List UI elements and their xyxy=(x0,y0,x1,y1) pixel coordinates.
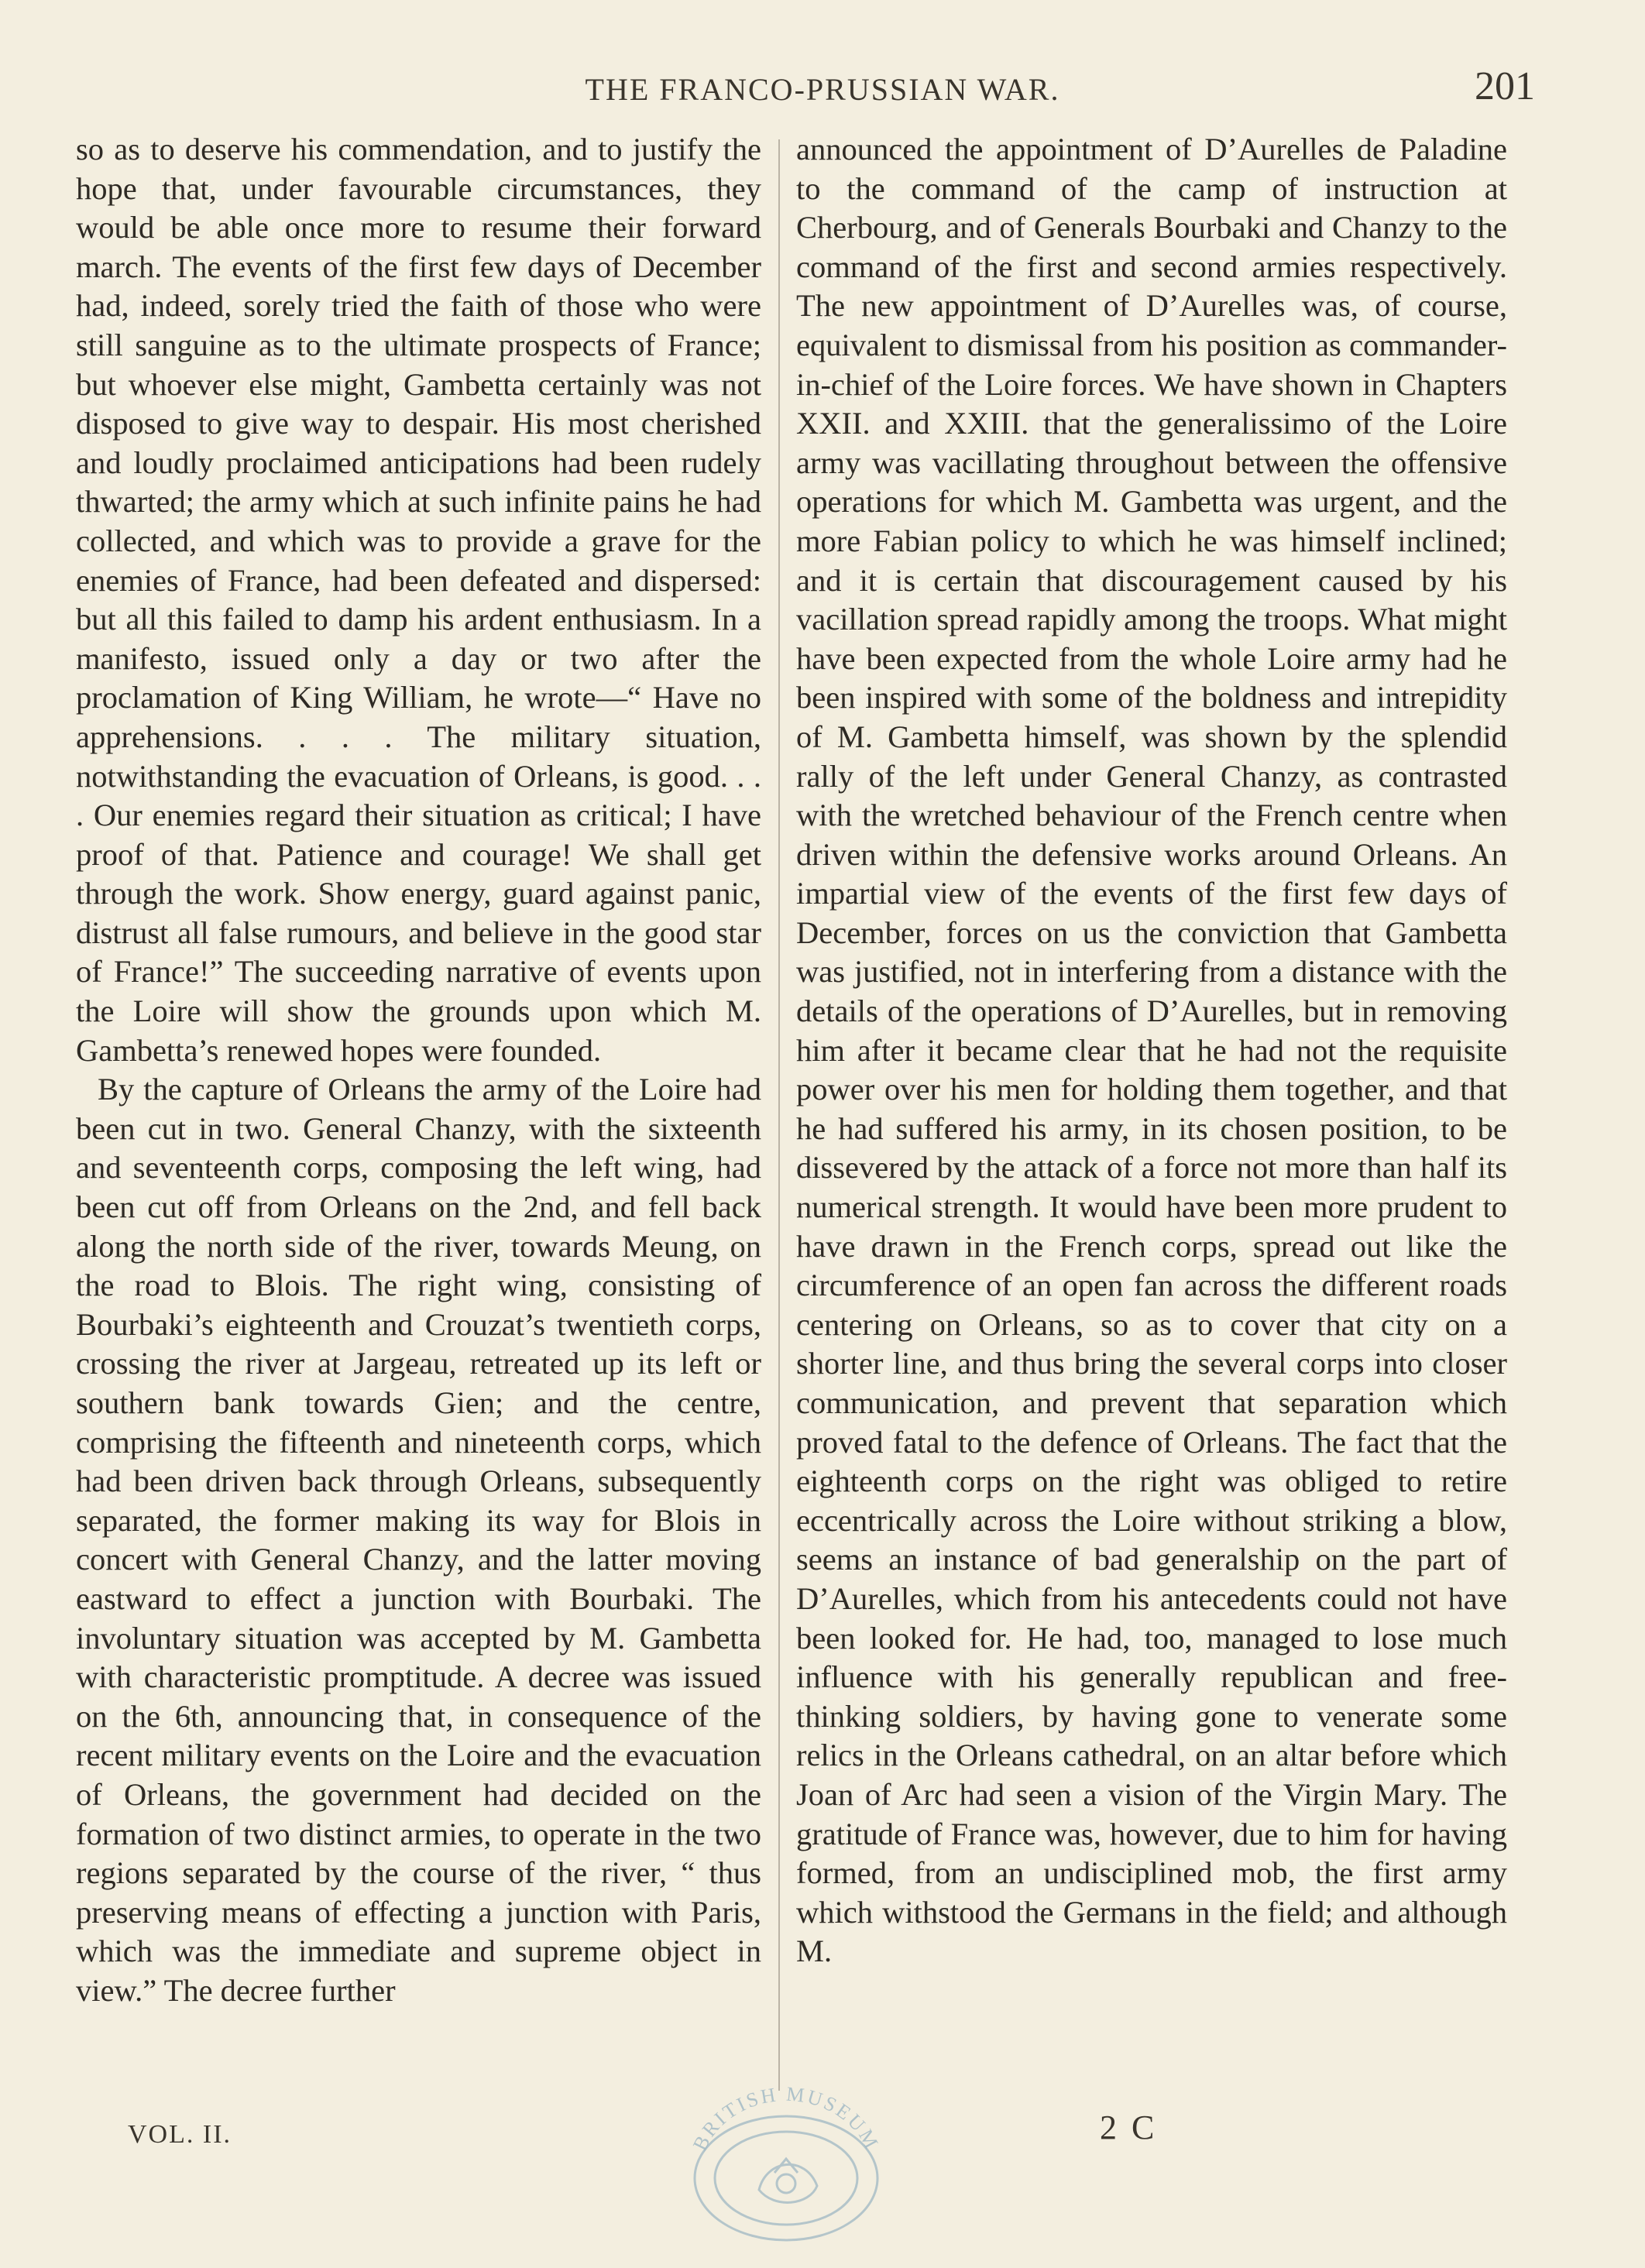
stamp-text: BRITISH MUSEUM xyxy=(688,2082,884,2154)
left-paragraph-1: so as to deserve his commendation, and to justify the hope that, under favourable circumstances, they would be able once more to resume their forward march. The events of the first few days of December had, indeed, sorely tried the faith of those who were still sanguine as to the ultimate prospects of France; but whoever else might, Gambetta certainly was not disposed to give way to despair. His most cherished and loudly proclaimed anticipations had been rudely thwarted; the army which at such infinite pains he had collected, and which was to provide a grave for the enemies of France, had been defeated and dispersed: but all this failed to damp his ardent enthusiasm. In a manifesto, issued only a day or two after the proclamation of King William, he wrote—“ Have no apprehensions. . . . The military situation, notwithstanding the evacuation of Orleans, is good. . . . Our enemies regard their situation as critical; I have proof of that. Patience and courage! We shall get through the work. Show energy, guard against panic, distrust all false rumours, and believe in the good star of France!” The succeeding narrative of events upon the Loire will show the grounds upon which M. Gambetta’s renewed hopes were founded. xyxy=(76,132,761,1068)
signature-mark: 2 C xyxy=(1100,2108,1158,2146)
right-paragraph-1: announced the appointment of D’Aurelles de Paladine to the command of the camp of instruction at Cherbourg, and of Generals Bourbaki and Chanzy to the command of the first and second armies respectively. The new appointment of D’Aurelles was, of course, equivalent to dismissal from his position as commander-in-chief of the Loire forces. We have shown in Chapters XXII. and XXIII. that the generalissimo of the Loire army was vacillating throughout between the offensive operations for which M. Gambetta was urgent, and the more Fabian policy to which he was himself inclined; and it is certain that discouragement caused by his vacillation spread rapidly among the troops. What might have been expected from the whole Loire army had he been inspired with some of the boldness and intrepidity of M. Gambetta himself, was shown by the splendid rally of the left under General Chanzy, as contrasted with the wretched behaviour of the French centre when driven within the defensive works around Orleans. An impartial view of the events of the first few days of December, forces on us the conviction that Gambetta was justified, not in interfering from a distance with the details of the operations of D’Aurelles, but in removing him after it became clear that he had not the requisite power over his men for holding them together, and that he had suffered his army, in its chosen position, to be dissevered by the attack of a force not more than half its numerical strength. It would have been more prudent to have drawn in the French corps, spread out like the circumference of an open fan across the different roads centering on Orleans, so as to cover that city on a shorter line, and thus bring the several corps into closer communication, and prevent that separation which proved fatal to the defence of Orleans. The fact that the eighteenth corps on the right was obliged to retire eccentrically across the Loire without striking a blow, seems an instance of bad generalship on the part of D’Aurelles, which from his antecedents could not have been looked for. He had, too, managed to lose much influence with his generally republican and free-thinking soldiers, by having gone to venerate some relics in the Orleans cathedral, on an altar before which Joan of Arc had seen a vision of the Virgin Mary. The gratitude of France was, however, due to him for having formed, from an undisciplined mob, the first army which withstood the Germans in the field; and although M. xyxy=(796,132,1507,1969)
running-title: THE FRANCO-PRUSSIAN WAR. xyxy=(585,72,1060,107)
left-column xyxy=(76,130,761,2097)
column-divider xyxy=(778,139,780,2091)
page-number: 201 xyxy=(1475,64,1535,108)
volume-mark: VOL. II. xyxy=(128,2120,232,2149)
stamp-seal-icon xyxy=(695,2116,877,2240)
right-column xyxy=(796,130,1507,2097)
left-paragraph-2: By the capture of Orleans the army of the Loire had been cut in two. General Chanzy, with the sixteenth and seventeenth corps, composing the left wing, had been cut off from Orleans on the 2nd, and fell back along the north side of the river, towards Meung, on the road to Blois. The right wing, consisting of Bourbaki’s eighteenth and Crouzat’s twentieth corps, crossing the river at Jargeau, retreated up its left or southern bank towards Gien; and the centre, comprising the fifteenth and nineteenth corps, which had been driven back through Orleans, subsequently separated, the former making its way for Blois in concert with General Chanzy, and the latter moving eastward to effect a junction with Bourbaki. The involuntary situation was accepted by M. Gambetta with characteristic promptitude. A decree was issued on the 6th, announcing that, in consequence of the recent military events on the Loire and the evacuation of Orleans, the government had decided on the formation of two distinct armies, to operate in the two regions separated by the course of the river, “ thus preserving means of effecting a junction with Paris, which was the immediate and supreme object in view.” The decree further xyxy=(76,1072,761,2008)
library-stamp xyxy=(658,2081,914,2244)
